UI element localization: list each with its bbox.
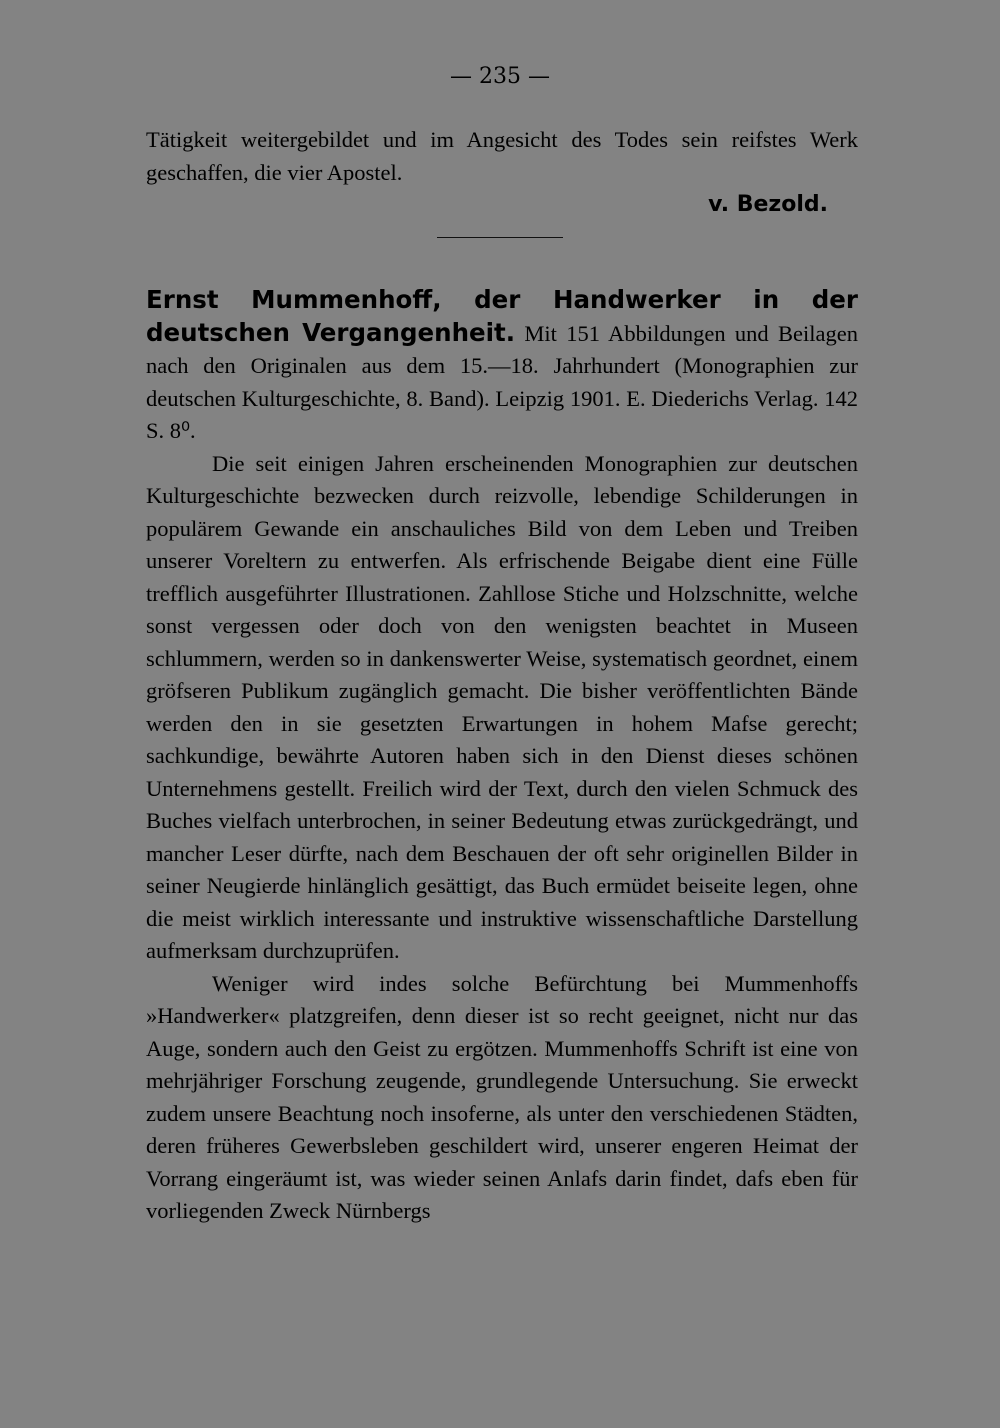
citation-text: Mit 151 Abbildungen und Beilagen nach den Originalen aus dem 15.—18. Jahrhundert (Monographien zur deutschen Kulturgeschichte, 8. Band). Leipzig 1901. E. Diederichs Verlag. 142 S. 8⁰.: [146, 320, 858, 443]
section-divider: [437, 237, 563, 238]
review-section: [146, 284, 858, 1228]
review-title-continued: deutschen Vergangenheit.: [146, 317, 516, 347]
review-paragraph-2: Weniger wird indes solche Befürchtung bei Mummenhoffs »Handwerker« platzgreifen, denn dieser ist so recht geeignet, nicht nur das Auge, sondern auch den Geist zu ergötzen. Mummenhoffs Schrift ist eine von mehrjähriger Forschung zeugende, grundlegende Untersuchung. Sie erweckt zudem unsere Beachtung noch insoferne, als unter den verschiedenen Städten, deren früheres Gewerbsleben geschildert wird, unserer engeren Heimat der Vorrang eingeräumt ist, was wieder seinen Anlafs darin findet, dafs eben für vorliegenden Zweck Nürnbergs: [146, 970, 858, 1223]
page-number: — 235 —: [450, 64, 550, 89]
reviewer-signature: v. Bezold.: [708, 192, 828, 217]
continuation-text: Tätigkeit weitergebildet und im Angesicht des Todes sein reifstes Werk geschaffen, die vier Apostel.: [146, 127, 858, 185]
review-citation: [146, 317, 858, 448]
review-paragraph-1: Die seit einigen Jahren erscheinenden Monographien zur deutschen Kulturgeschichte bezwecken durch reizvolle, lebendige Schilderungen in populärem Gewande ein anschauliches Bild von dem Leben und Treiben unserer Voreltern zu entwerfen. Als erfrischende Beigabe dient eine Fülle trefflich ausgeführter Illustrationen. Zahllose Stiche und Holzschnitte, welche sonst vergessen oder doch von den wenigsten beachtet in Museen schlummern, werden so in dankenswerter Weise, systematisch geordnet, einem gröfseren Publikum zugänglich gemacht. Die bisher veröffentlichten Bände werden den in sie gesetzten Erwartungen in hohem Mafse gerecht; sachkundige, bewährte Autoren haben sich in den Dienst dieses schönen Unternehmens gestellt. Freilich wird der Text, durch den vielen Schmuck des Buches vielfach unterbrochen, in seiner Bedeutung etwas zurückgedrängt, und mancher Leser dürfte, nach dem Beschauen der oft sehr originellen Bilder in seiner Neugierde hinlänglich gesättigt, das Buch ermüdet beiseite legen, ohne die meist wirklich interessante und instruktive wissenschaftliche Darstellung aufmerksam durchzuprüfen.: [146, 450, 858, 963]
continuation-paragraph: [146, 124, 858, 189]
review-title: Ernst Mummenhoff, der Handwerker in der: [146, 285, 858, 314]
